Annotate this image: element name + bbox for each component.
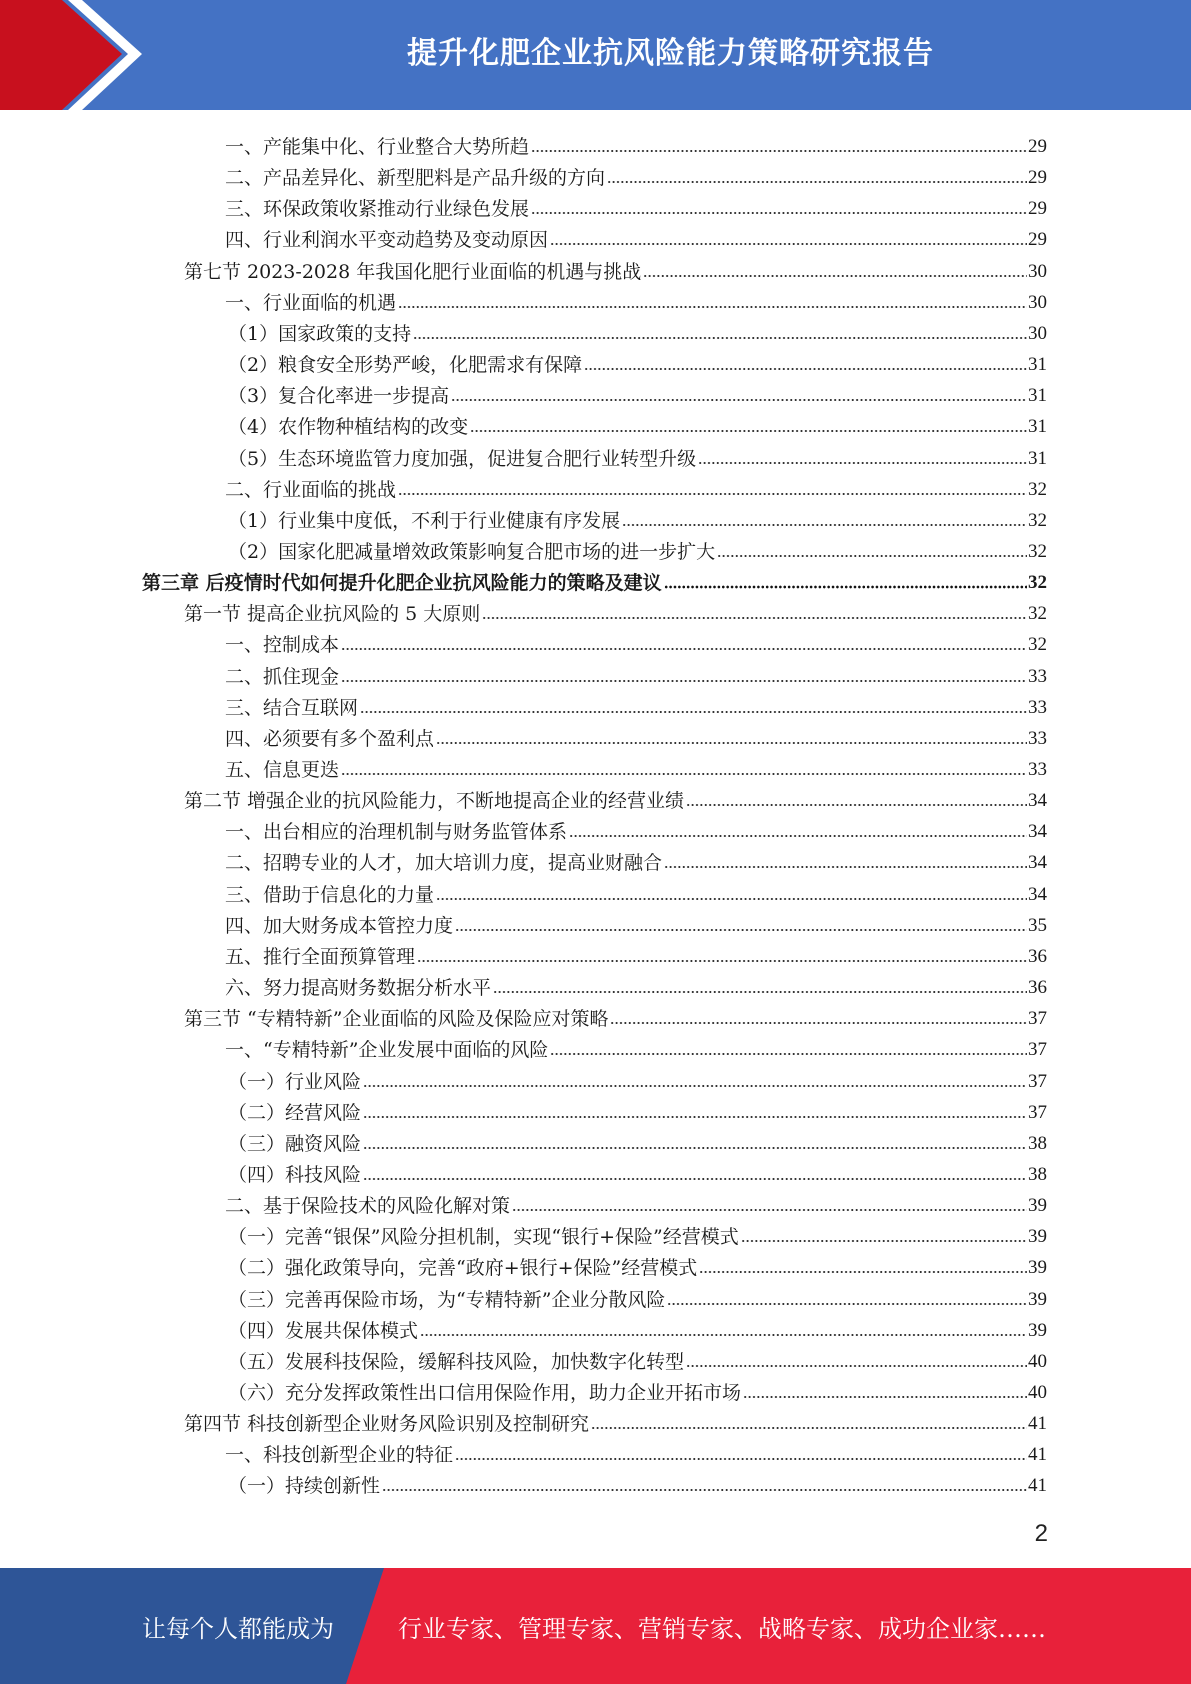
toc-dot-leader	[512, 1207, 1027, 1213]
toc-entry-title: 第二节 增强企业的抗风险能力，不断地提高企业的经营业绩	[184, 790, 685, 813]
toc-dot-leader	[398, 491, 1027, 497]
toc-dot-leader	[470, 428, 1027, 434]
toc-subsection-entry[interactable]	[225, 751, 1047, 782]
toc-subsection-entry[interactable]	[225, 159, 1047, 190]
toc-dot-leader	[686, 1363, 1027, 1369]
toc-entry-title: （一）行业风险	[228, 1070, 362, 1093]
toc-subsection-entry[interactable]	[228, 1467, 1047, 1498]
toc-page-number: 37	[1028, 1039, 1047, 1061]
report-title: 提升化肥企业抗风险能力策略研究报告	[407, 36, 934, 71]
toc-subsection-entry[interactable]	[225, 689, 1047, 720]
toc-section-entry[interactable]	[184, 782, 1047, 813]
toc-entry-title: 第七节 2023-2028 年我国化肥行业面临的机遇与挑战	[184, 260, 642, 283]
toc-entry-title: 三、环保政策收紧推动行业绿色发展	[225, 198, 530, 221]
toc-subsection-entry[interactable]	[228, 1343, 1047, 1374]
toc-subsection-entry[interactable]	[228, 1218, 1047, 1249]
toc-page-number: 33	[1028, 696, 1047, 718]
toc-entry-title: 二、行业面临的挑战	[225, 478, 397, 501]
toc-dot-leader	[363, 1083, 1027, 1089]
toc-page-number: 41	[1028, 1444, 1047, 1466]
toc-page-number: 39	[1028, 1257, 1047, 1279]
toc-dot-leader	[363, 1114, 1027, 1120]
toc-dot-leader	[741, 1238, 1027, 1244]
toc-subsection-entry[interactable]	[225, 813, 1047, 844]
toc-page-number: 38	[1028, 1132, 1047, 1154]
toc-page-number: 32	[1028, 572, 1047, 594]
toc-subsection-entry[interactable]	[225, 128, 1047, 159]
toc-subsection-entry[interactable]	[228, 346, 1047, 377]
toc-entry-title: 四、必须要有多个盈利点	[225, 727, 435, 750]
toc-entry-title: （3）复合化率进一步提高	[228, 385, 450, 408]
toc-page-number: 30	[1028, 291, 1047, 313]
toc-page-number: 41	[1028, 1475, 1047, 1497]
toc-entry-title: 四、行业利润水平变动趋势及变动原因	[225, 229, 549, 252]
toc-page-number: 32	[1028, 478, 1047, 500]
toc-entry-title: （二）强化政策导向，完善“政府+银行+保险”经营模式	[228, 1257, 698, 1280]
toc-entry-title: 第四节 科技创新型企业财务风险识别及控制研究	[184, 1413, 590, 1436]
toc-subsection-entry[interactable]	[225, 969, 1047, 1000]
toc-page-number: 34	[1028, 790, 1047, 812]
toc-page-number: 37	[1028, 1008, 1047, 1030]
toc-subsection-entry[interactable]	[225, 1187, 1047, 1218]
toc-entry-title: （六）充分发挥政策性出口信用保险作用，助力企业开拓市场	[228, 1382, 742, 1404]
toc-subsection-entry[interactable]	[228, 1125, 1047, 1156]
toc-subsection-entry[interactable]	[228, 1374, 1047, 1405]
toc-subsection-entry[interactable]	[228, 440, 1047, 471]
toc-dot-leader	[382, 1487, 1027, 1493]
toc-subsection-entry[interactable]	[225, 844, 1047, 875]
toc-dot-leader	[699, 1269, 1027, 1275]
toc-dot-leader	[591, 1425, 1027, 1431]
toc-entry-title: （2）粮食安全形势严峻，化肥需求有保障	[228, 354, 583, 377]
toc-page-number: 38	[1028, 1163, 1047, 1185]
toc-dot-leader	[360, 709, 1027, 715]
toc-entry-title: 一、控制成本	[225, 634, 340, 657]
toc-subsection-entry[interactable]	[228, 1156, 1047, 1187]
toc-dot-leader	[664, 584, 1027, 590]
chevron-arrow-icon	[0, 0, 150, 110]
toc-page-number: 40	[1028, 1350, 1047, 1372]
toc-entry-title: 五、推行全面预算管理	[225, 945, 416, 968]
toc-entry-title: （5）生态环境监管力度加强，促进复合肥行业转型升级	[228, 447, 697, 470]
toc-section-entry[interactable]	[184, 253, 1047, 284]
toc-page-number: 34	[1028, 821, 1047, 843]
toc-page-number: 40	[1028, 1382, 1047, 1403]
toc-subsection-entry[interactable]	[228, 1094, 1047, 1125]
toc-entry-title: （二）经营风险	[228, 1101, 362, 1124]
toc-dot-leader	[531, 148, 1027, 154]
toc-subsection-entry[interactable]	[228, 1312, 1047, 1343]
toc-subsection-entry[interactable]	[225, 221, 1047, 252]
toc-page-number: 37	[1028, 1070, 1047, 1092]
toc-dot-leader	[341, 646, 1027, 652]
toc-entry-title: 五、信息更迭	[225, 759, 340, 781]
toc-dot-leader	[550, 1051, 1027, 1057]
toc-entry-title: （五）发展科技保险，缓解科技风险，加快数字化转型	[228, 1350, 685, 1373]
toc-dot-leader	[451, 397, 1027, 403]
toc-dot-leader	[413, 335, 1027, 341]
toc-dot-leader	[686, 802, 1027, 808]
toc-page-number: 31	[1028, 385, 1047, 407]
toc-subsection-entry[interactable]	[225, 938, 1047, 969]
toc-dot-leader	[569, 833, 1027, 839]
toc-entry-title: 三、借助于信息化的力量	[225, 883, 435, 906]
toc-page-number: 39	[1028, 1288, 1047, 1310]
toc-entry-title: （1）行业集中度低，不利于行业健康有序发展	[228, 509, 621, 532]
toc-subsection-entry[interactable]	[225, 626, 1047, 657]
toc-dot-leader	[698, 460, 1027, 466]
toc-page-number: 32	[1028, 634, 1047, 656]
toc-page-number: 36	[1028, 977, 1047, 999]
toc-subsection-entry[interactable]	[228, 377, 1047, 408]
toc-subsection-entry[interactable]	[225, 1436, 1047, 1467]
toc-dot-leader	[607, 179, 1027, 185]
toc-page-number: 29	[1028, 136, 1047, 157]
toc-dot-leader	[341, 678, 1027, 684]
toc-dot-leader	[664, 864, 1027, 870]
toc-entry-title: （一）持续创新性	[228, 1475, 381, 1498]
toc-entry-title: （三）完善再保险市场，为“专精特新”企业分散风险	[228, 1288, 666, 1311]
toc-section-entry[interactable]	[184, 1000, 1047, 1031]
toc-subsection-entry[interactable]	[225, 720, 1047, 751]
toc-entry-title: 一、行业面临的机遇	[225, 291, 397, 314]
toc-subsection-entry[interactable]	[225, 284, 1047, 315]
toc-entry-title: 第一节 提高企业抗风险的 5 大原则	[184, 603, 481, 626]
toc-page-number: 32	[1028, 540, 1047, 562]
toc-entry-title: （2）国家化肥减量增效政策影响复合肥市场的进一步扩大	[228, 540, 716, 563]
toc-subsection-entry[interactable]	[228, 315, 1047, 346]
toc-entry-title: 一、产能集中化、行业整合大势所趋	[225, 136, 530, 158]
toc-subsection-entry[interactable]	[225, 190, 1047, 221]
toc-dot-leader	[667, 1301, 1027, 1307]
toc-page-number: 34	[1028, 852, 1047, 874]
toc-entry-title: 六、努力提高财务数据分析水平	[225, 977, 492, 1000]
toc-entry-title: （1）国家政策的支持	[228, 322, 412, 345]
toc-dot-leader	[363, 1145, 1027, 1151]
toc-entry-title: 一、科技创新型企业的特征	[225, 1444, 454, 1467]
toc-dot-leader	[341, 771, 1027, 777]
toc-dot-leader	[455, 927, 1027, 933]
toc-page-number: 31	[1028, 354, 1047, 376]
toc-dot-leader	[436, 896, 1027, 902]
toc-page-number: 29	[1028, 229, 1047, 251]
toc-subsection-entry[interactable]	[225, 658, 1047, 689]
toc-page-number: 29	[1028, 198, 1047, 220]
toc-entry-title: 四、加大财务成本管控力度	[225, 914, 454, 937]
page-number: 2	[1034, 1520, 1048, 1547]
toc-entry-title: （一）完善“银保”风险分担机制，实现“银行+保险”经营模式	[228, 1226, 739, 1249]
toc-dot-leader	[531, 210, 1027, 216]
toc-dot-leader	[584, 366, 1027, 372]
toc-subsection-entry[interactable]	[225, 471, 1047, 502]
toc-page-number: 29	[1028, 167, 1047, 189]
toc-subsection-entry[interactable]	[228, 1063, 1047, 1094]
toc-page-number: 41	[1028, 1413, 1047, 1435]
toc-entry-title: 二、招聘专业的人才，加大培训力度，提高业财融合	[225, 852, 663, 875]
toc-page-number: 37	[1028, 1101, 1047, 1123]
toc-dot-leader	[417, 958, 1027, 964]
toc-page-number: 30	[1028, 322, 1047, 344]
toc-subsection-entry[interactable]	[228, 1281, 1047, 1312]
toc-page-number: 39	[1028, 1226, 1047, 1248]
toc-entry-title: 三、结合互联网	[225, 696, 359, 719]
toc-dot-leader	[643, 273, 1027, 279]
toc-dot-leader	[610, 1020, 1027, 1026]
toc-dot-leader	[482, 615, 1027, 621]
toc-page-number: 33	[1028, 665, 1047, 687]
footer-slogan-left: 让每个人都能成为	[142, 1614, 334, 1643]
toc-entry-title: （四）发展共保体模式	[228, 1319, 419, 1342]
toc-entry-title: 第三节 “专精特新”企业面临的风险及保险应对策略	[184, 1008, 609, 1031]
toc-dot-leader	[398, 304, 1027, 310]
toc-chapter-entry[interactable]	[142, 564, 1047, 595]
toc-entry-title: （4）农作物种植结构的改变	[228, 416, 469, 439]
toc-subsection-entry[interactable]	[228, 502, 1047, 533]
toc-subsection-entry[interactable]	[225, 1031, 1047, 1062]
toc-dot-leader	[436, 740, 1027, 746]
toc-entry-title: 二、基于保险技术的风险化解对策	[225, 1195, 511, 1218]
toc-subsection-entry[interactable]	[225, 876, 1047, 907]
toc-section-entry[interactable]	[184, 1405, 1047, 1436]
toc-dot-leader	[493, 989, 1027, 995]
toc-page-number: 36	[1028, 945, 1047, 967]
toc-entry-title: 一、出台相应的治理机制与财务监管体系	[225, 821, 568, 844]
footer-slogan-right: 行业专家、管理专家、营销专家、战略专家、成功企业家……	[398, 1614, 1046, 1643]
toc-page-number: 33	[1028, 759, 1047, 780]
toc-page-number: 31	[1028, 416, 1047, 438]
toc-entry-title: 二、抓住现金	[225, 665, 340, 688]
toc-entry-title: （四）科技风险	[228, 1163, 362, 1186]
toc-page-number: 34	[1028, 883, 1047, 905]
toc-dot-leader	[550, 241, 1027, 247]
toc-dot-leader	[717, 553, 1027, 559]
toc-page-number: 39	[1028, 1195, 1047, 1217]
toc-subsection-entry[interactable]	[225, 907, 1047, 938]
toc-dot-leader	[743, 1394, 1027, 1400]
toc-subsection-entry[interactable]	[228, 408, 1047, 439]
toc-dot-leader	[420, 1332, 1027, 1338]
toc-dot-leader	[363, 1176, 1027, 1182]
toc-section-entry[interactable]	[184, 595, 1047, 626]
toc-page-number: 35	[1028, 914, 1047, 936]
toc-page-number: 33	[1028, 727, 1047, 749]
toc-subsection-entry[interactable]	[228, 1249, 1047, 1280]
toc-dot-leader	[455, 1456, 1027, 1462]
toc-page-number: 30	[1028, 260, 1047, 282]
toc-page-number: 39	[1028, 1319, 1047, 1341]
toc-page-number: 32	[1028, 603, 1047, 625]
page-header	[0, 0, 1191, 110]
toc-entry-title: 二、产品差异化、新型肥料是产品升级的方向	[225, 167, 606, 190]
toc-entry-title: （三）融资风险	[228, 1132, 362, 1155]
toc-entry-title: 第三章 后疫情时代如何提升化肥企业抗风险能力的策略及建议	[142, 572, 662, 595]
toc-page-number: 32	[1028, 509, 1047, 531]
toc-dot-leader	[622, 522, 1027, 528]
toc-subsection-entry[interactable]	[228, 533, 1047, 564]
page-footer	[0, 1568, 1191, 1684]
toc-entry-title: 一、“专精特新”企业发展中面临的风险	[225, 1039, 549, 1062]
toc-page-number: 31	[1028, 447, 1047, 469]
